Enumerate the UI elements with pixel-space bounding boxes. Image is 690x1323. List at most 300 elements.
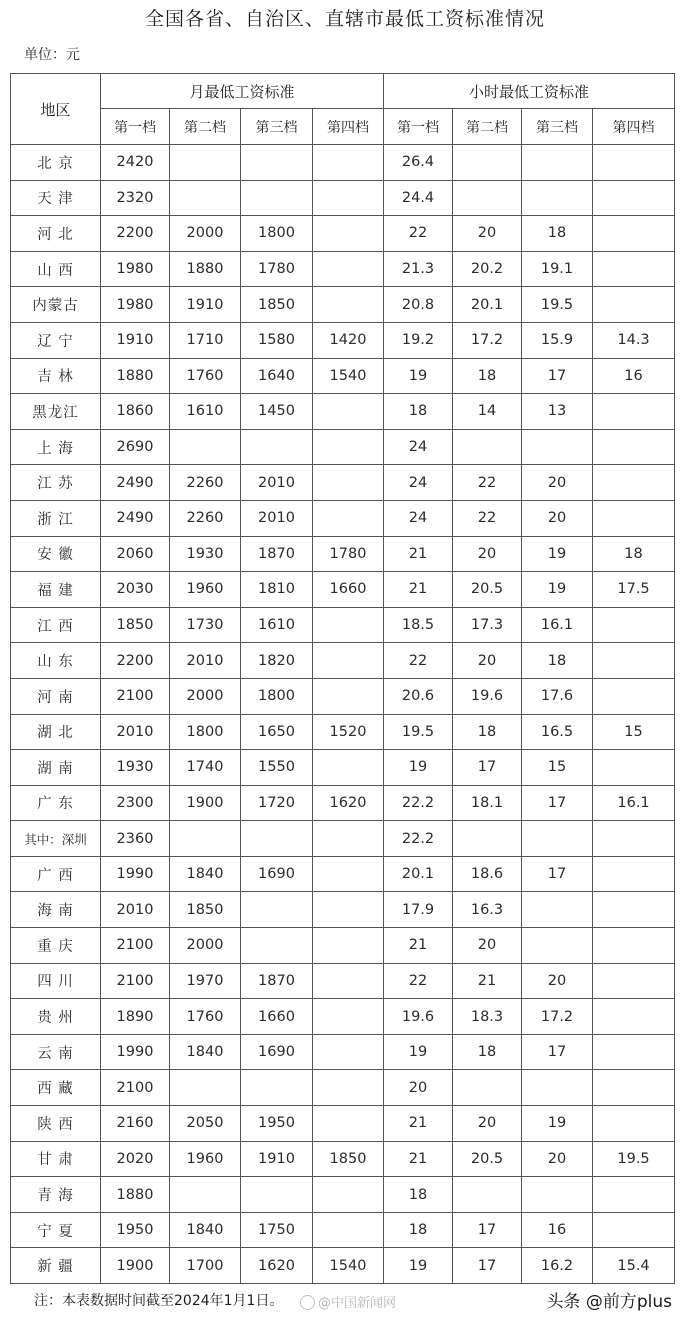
monthly-tier-3-cell: 1800 (241, 678, 313, 714)
monthly-tier-4-cell (313, 607, 384, 643)
hourly-tier-2-cell: 18.6 (453, 856, 522, 892)
region-cell: 海 南 (11, 892, 101, 928)
region-cell: 河 南 (11, 678, 101, 714)
monthly-tier-2-cell: 2260 (170, 465, 241, 501)
table-row (11, 999, 675, 1035)
monthly-tier-3-cell: 1870 (241, 536, 313, 572)
hourly-tier-3-cell: 16.1 (522, 607, 593, 643)
source-watermark (300, 1292, 396, 1311)
hourly-tier-4-cell (593, 750, 675, 786)
hourly-tier-4-cell (593, 180, 675, 216)
monthly-tier-3-header: 第三档 (241, 109, 313, 145)
table-row (11, 963, 675, 999)
hourly-tier-3-cell: 18 (522, 216, 593, 252)
hourly-tier-1-cell: 19 (384, 358, 453, 394)
region-cell: 天 津 (11, 180, 101, 216)
source-watermark-text: @中国新闻网 (318, 1296, 397, 1311)
hourly-tier-3-cell (522, 928, 593, 964)
hourly-tier-2-cell: 18.3 (453, 999, 522, 1035)
monthly-tier-4-cell (313, 251, 384, 287)
hourly-tier-2-cell (453, 180, 522, 216)
region-cell: 陕 西 (11, 1106, 101, 1142)
hourly-tier-3-cell: 19 (522, 572, 593, 608)
hourly-tier-1-cell: 26.4 (384, 145, 453, 181)
hourly-tier-3-cell: 17 (522, 358, 593, 394)
hourly-tier-2-cell: 20.1 (453, 287, 522, 323)
hourly-tier-3-cell (522, 429, 593, 465)
monthly-tier-4-cell (313, 750, 384, 786)
hourly-tier-3-cell: 17 (522, 1034, 593, 1070)
region-cell: 辽 宁 (11, 322, 101, 358)
table-row (11, 821, 675, 857)
monthly-tier-1-cell: 2320 (101, 180, 170, 216)
region-cell: 重 庆 (11, 928, 101, 964)
monthly-tier-1-cell: 1980 (101, 251, 170, 287)
monthly-tier-2-cell: 1840 (170, 1212, 241, 1248)
monthly-tier-1-cell: 2100 (101, 678, 170, 714)
monthly-tier-4-cell (313, 821, 384, 857)
region-cell: 北 京 (11, 145, 101, 181)
monthly-tier-2-cell: 1730 (170, 607, 241, 643)
hourly-tier-4-cell (593, 1106, 675, 1142)
hourly-tier-2-cell (453, 1177, 522, 1213)
table-row (11, 1106, 675, 1142)
monthly-tier-3-cell: 1620 (241, 1248, 313, 1284)
hourly-tier-4-cell (593, 963, 675, 999)
monthly-tier-4-cell (313, 928, 384, 964)
monthly-tier-4-cell: 1620 (313, 785, 384, 821)
hourly-tier-2-cell (453, 821, 522, 857)
hourly-tier-3-cell (522, 821, 593, 857)
table-row (11, 322, 675, 358)
hourly-tier-3-cell: 19 (522, 1106, 593, 1142)
monthly-tier-3-cell (241, 145, 313, 181)
monthly-tier-3-cell: 2010 (241, 500, 313, 536)
hourly-tier-3-cell (522, 1070, 593, 1106)
hourly-tier-3-cell: 17 (522, 856, 593, 892)
region-cell: 西 藏 (11, 1070, 101, 1106)
hourly-tier-4-cell (593, 1070, 675, 1106)
hourly-tier-4-cell (593, 465, 675, 501)
monthly-tier-1-cell: 2360 (101, 821, 170, 857)
hourly-tier-3-cell: 13 (522, 394, 593, 430)
monthly-tier-1-cell: 1880 (101, 358, 170, 394)
region-cell: 贵 州 (11, 999, 101, 1035)
table-row (11, 1177, 675, 1213)
hourly-tier-4-cell (593, 429, 675, 465)
monthly-tier-1-cell: 2690 (101, 429, 170, 465)
monthly-tier-3-cell (241, 180, 313, 216)
monthly-tier-1-cell: 2100 (101, 963, 170, 999)
hourly-tier-4-cell (593, 1034, 675, 1070)
monthly-tier-3-cell: 1550 (241, 750, 313, 786)
region-cell: 广 东 (11, 785, 101, 821)
monthly-tier-2-cell: 1960 (170, 572, 241, 608)
hourly-tier-2-cell: 18 (453, 358, 522, 394)
hourly-tier-2-cell: 20 (453, 1106, 522, 1142)
hourly-tier-4-cell (593, 643, 675, 679)
monthly-tier-2-cell: 1840 (170, 1034, 241, 1070)
monthly-tier-1-cell: 2420 (101, 145, 170, 181)
monthly-tier-2-cell (170, 180, 241, 216)
monthly-tier-1-cell: 2010 (101, 714, 170, 750)
hourly-tier-3-cell: 17.6 (522, 678, 593, 714)
monthly-tier-1-cell: 2160 (101, 1106, 170, 1142)
region-cell: 山 东 (11, 643, 101, 679)
hourly-tier-4-cell (593, 145, 675, 181)
monthly-tier-2-cell: 1700 (170, 1248, 241, 1284)
hourly-tier-1-cell: 19.2 (384, 322, 453, 358)
hourly-tier-1-cell: 20.1 (384, 856, 453, 892)
monthly-tier-2-cell: 1850 (170, 892, 241, 928)
hourly-tier-3-cell: 20 (522, 1141, 593, 1177)
monthly-tier-3-cell: 2010 (241, 465, 313, 501)
region-cell: 云 南 (11, 1034, 101, 1070)
hourly-tier-4-cell (593, 892, 675, 928)
monthly-tier-4-cell (313, 287, 384, 323)
monthly-tier-4-cell (313, 429, 384, 465)
hourly-tier-1-cell: 19 (384, 1248, 453, 1284)
monthly-tier-3-cell: 1690 (241, 856, 313, 892)
hourly-tier-3-cell (522, 892, 593, 928)
monthly-tier-4-header: 第四档 (313, 109, 384, 145)
hourly-tier-1-cell: 24.4 (384, 180, 453, 216)
table-row (11, 287, 675, 323)
region-cell: 福 建 (11, 572, 101, 608)
monthly-tier-4-cell: 1850 (313, 1141, 384, 1177)
monthly-tier-3-cell: 1580 (241, 322, 313, 358)
hourly-tier-3-cell (522, 145, 593, 181)
monthly-tier-2-cell (170, 429, 241, 465)
monthly-tier-3-cell: 1640 (241, 358, 313, 394)
hourly-tier-1-cell: 21 (384, 928, 453, 964)
monthly-tier-4-cell (313, 892, 384, 928)
hourly-tier-4-cell: 15 (593, 714, 675, 750)
monthly-tier-3-cell: 1810 (241, 572, 313, 608)
table-row (11, 643, 675, 679)
monthly-tier-1-cell: 1950 (101, 1212, 170, 1248)
hourly-tier-2-cell: 21 (453, 963, 522, 999)
hourly-tier-4-cell: 19.5 (593, 1141, 675, 1177)
monthly-tier-4-cell (313, 1212, 384, 1248)
monthly-tier-2-cell: 1910 (170, 287, 241, 323)
hourly-tier-4-cell (593, 287, 675, 323)
hourly-tier-4-cell (593, 856, 675, 892)
hourly-tier-2-cell: 20 (453, 928, 522, 964)
hourly-tier-4-cell (593, 394, 675, 430)
hourly-tier-2-cell: 17 (453, 1248, 522, 1284)
unit-label: 单位：元 (24, 47, 80, 63)
monthly-tier-1-cell: 1890 (101, 999, 170, 1035)
region-cell: 广 西 (11, 856, 101, 892)
monthly-tier-2-cell: 1840 (170, 856, 241, 892)
hourly-tier-4-cell (593, 999, 675, 1035)
table-row (11, 607, 675, 643)
monthly-tier-4-cell: 1540 (313, 1248, 384, 1284)
hourly-tier-1-cell: 22 (384, 643, 453, 679)
monthly-tier-4-cell (313, 1034, 384, 1070)
hourly-tier-1-cell: 22.2 (384, 821, 453, 857)
region-cell: 黑龙江 (11, 394, 101, 430)
hourly-tier-4-cell (593, 251, 675, 287)
monthly-tier-3-cell (241, 429, 313, 465)
hourly-tier-2-cell: 19.6 (453, 678, 522, 714)
region-cell: 安 徽 (11, 536, 101, 572)
monthly-tier-3-cell (241, 892, 313, 928)
table-row (11, 180, 675, 216)
hourly-tier-3-cell (522, 1177, 593, 1213)
monthly-tier-3-cell (241, 1070, 313, 1106)
monthly-tier-2-cell: 2260 (170, 500, 241, 536)
monthly-tier-1-cell: 1990 (101, 856, 170, 892)
monthly-tier-2-cell: 2010 (170, 643, 241, 679)
hourly-tier-4-cell: 16.1 (593, 785, 675, 821)
monthly-tier-1-cell: 1850 (101, 607, 170, 643)
region-cell: 湖 北 (11, 714, 101, 750)
hourly-tier-4-cell: 18 (593, 536, 675, 572)
hourly-tier-2-cell: 17 (453, 750, 522, 786)
hourly-tier-1-cell: 21 (384, 536, 453, 572)
monthly-tier-3-cell: 1850 (241, 287, 313, 323)
hourly-tier-2-cell: 20.5 (453, 572, 522, 608)
hourly-tier-1-cell: 19.5 (384, 714, 453, 750)
hourly-tier-1-cell: 21 (384, 1106, 453, 1142)
table-row (11, 1248, 675, 1284)
minimum-wage-table (10, 73, 675, 1284)
hourly-tier-3-cell: 16.5 (522, 714, 593, 750)
table-row (11, 1212, 675, 1248)
monthly-tier-2-cell (170, 1177, 241, 1213)
table-row (11, 714, 675, 750)
monthly-tier-3-cell: 1750 (241, 1212, 313, 1248)
monthly-tier-3-cell: 1450 (241, 394, 313, 430)
hourly-tier-2-cell (453, 145, 522, 181)
monthly-tier-2-cell (170, 1070, 241, 1106)
table-row (11, 928, 675, 964)
table-row (11, 678, 675, 714)
monthly-tier-1-cell: 2100 (101, 1070, 170, 1106)
region-cell: 甘 肃 (11, 1141, 101, 1177)
table-row (11, 536, 675, 572)
hourly-tier-4-cell (593, 500, 675, 536)
region-cell: 青 海 (11, 1177, 101, 1213)
monthly-tier-3-cell: 1650 (241, 714, 313, 750)
table-row (11, 750, 675, 786)
hourly-tier-1-header: 第一档 (384, 109, 453, 145)
hourly-tier-2-cell: 17.3 (453, 607, 522, 643)
hourly-tier-2-cell: 20.5 (453, 1141, 522, 1177)
monthly-tier-3-cell: 1660 (241, 999, 313, 1035)
hourly-tier-1-cell: 21 (384, 572, 453, 608)
monthly-tier-4-cell: 1660 (313, 572, 384, 608)
table-body (11, 145, 675, 1284)
hourly-tier-2-cell (453, 1070, 522, 1106)
monthly-tier-2-cell: 2000 (170, 678, 241, 714)
hourly-tier-3-cell: 19.1 (522, 251, 593, 287)
hourly-tier-3-header: 第三档 (522, 109, 593, 145)
monthly-tier-4-cell: 1420 (313, 322, 384, 358)
monthly-tier-2-cell: 1930 (170, 536, 241, 572)
region-header: 地区 (11, 74, 101, 145)
table-row (11, 145, 675, 181)
region-cell: 上 海 (11, 429, 101, 465)
monthly-tier-2-cell (170, 145, 241, 181)
hourly-tier-4-cell: 15.4 (593, 1248, 675, 1284)
region-cell: 内蒙古 (11, 287, 101, 323)
table-row (11, 251, 675, 287)
hourly-tier-3-cell: 15 (522, 750, 593, 786)
hourly-tier-3-cell: 17.2 (522, 999, 593, 1035)
monthly-tier-3-cell (241, 1177, 313, 1213)
hourly-tier-1-cell: 24 (384, 465, 453, 501)
monthly-tier-2-cell: 1740 (170, 750, 241, 786)
monthly-tier-4-cell (313, 678, 384, 714)
hourly-tier-3-cell (522, 180, 593, 216)
hourly-tier-1-cell: 18 (384, 1212, 453, 1248)
monthly-tier-1-cell: 2300 (101, 785, 170, 821)
monthly-tier-2-cell: 1800 (170, 714, 241, 750)
hourly-tier-4-cell: 14.3 (593, 322, 675, 358)
monthly-tier-2-cell: 2000 (170, 928, 241, 964)
hourly-tier-1-cell: 24 (384, 500, 453, 536)
toutiao-watermark: 头条 @前方plus (546, 1292, 672, 1312)
table-row (11, 429, 675, 465)
hourly-tier-2-header: 第二档 (453, 109, 522, 145)
hourly-tier-4-cell: 17.5 (593, 572, 675, 608)
monthly-tier-3-cell: 1870 (241, 963, 313, 999)
monthly-tier-1-cell: 2490 (101, 465, 170, 501)
monthly-tier-4-cell (313, 856, 384, 892)
monthly-tier-1-cell: 1910 (101, 322, 170, 358)
monthly-tier-3-cell: 1610 (241, 607, 313, 643)
monthly-tier-4-cell (313, 145, 384, 181)
monthly-tier-1-cell: 1990 (101, 1034, 170, 1070)
monthly-tier-4-cell (313, 500, 384, 536)
hourly-tier-1-cell: 21.3 (384, 251, 453, 287)
hourly-tier-1-cell: 19.6 (384, 999, 453, 1035)
hourly-tier-4-cell (593, 1212, 675, 1248)
monthly-tier-4-cell (313, 963, 384, 999)
monthly-tier-4-cell: 1520 (313, 714, 384, 750)
hourly-header: 小时最低工资标准 (384, 74, 675, 109)
hourly-tier-3-cell: 19.5 (522, 287, 593, 323)
hourly-tier-1-cell: 18 (384, 1177, 453, 1213)
hourly-tier-4-cell (593, 678, 675, 714)
monthly-header: 月最低工资标准 (101, 74, 384, 109)
region-cell: 其中：深圳 (11, 821, 101, 857)
region-cell: 吉 林 (11, 358, 101, 394)
hourly-tier-1-cell: 22.2 (384, 785, 453, 821)
monthly-tier-2-cell: 1880 (170, 251, 241, 287)
table-row (11, 500, 675, 536)
hourly-tier-2-cell: 17.2 (453, 322, 522, 358)
hourly-tier-2-cell: 18 (453, 714, 522, 750)
hourly-tier-2-cell: 20 (453, 536, 522, 572)
monthly-tier-3-cell: 1780 (241, 251, 313, 287)
monthly-tier-2-cell: 2000 (170, 216, 241, 252)
hourly-tier-3-cell: 17 (522, 785, 593, 821)
hourly-tier-4-header: 第四档 (593, 109, 675, 145)
hourly-tier-1-cell: 22 (384, 963, 453, 999)
monthly-tier-2-cell: 1760 (170, 358, 241, 394)
hourly-tier-4-cell (593, 216, 675, 252)
hourly-tier-1-cell: 21 (384, 1141, 453, 1177)
table-row (11, 358, 675, 394)
monthly-tier-3-cell: 1800 (241, 216, 313, 252)
monthly-tier-2-cell (170, 821, 241, 857)
hourly-tier-2-cell: 20.2 (453, 251, 522, 287)
hourly-tier-1-cell: 20 (384, 1070, 453, 1106)
monthly-tier-3-cell (241, 821, 313, 857)
table-row (11, 1070, 675, 1106)
hourly-tier-1-cell: 19 (384, 1034, 453, 1070)
monthly-tier-2-cell: 1900 (170, 785, 241, 821)
region-cell: 山 西 (11, 251, 101, 287)
monthly-tier-1-cell: 2490 (101, 500, 170, 536)
monthly-tier-2-cell: 2050 (170, 1106, 241, 1142)
hourly-tier-4-cell: 16 (593, 358, 675, 394)
monthly-tier-1-cell: 2200 (101, 643, 170, 679)
page-title: 全国各省、自治区、直辖市最低工资标准情况 (144, 8, 545, 30)
region-cell: 宁 夏 (11, 1212, 101, 1248)
monthly-tier-1-cell: 2020 (101, 1141, 170, 1177)
region-cell: 浙 江 (11, 500, 101, 536)
monthly-tier-2-cell: 1970 (170, 963, 241, 999)
monthly-tier-4-cell (313, 643, 384, 679)
table-row (11, 785, 675, 821)
hourly-tier-2-cell: 22 (453, 465, 522, 501)
region-cell: 新 疆 (11, 1248, 101, 1284)
monthly-tier-4-cell (313, 180, 384, 216)
hourly-tier-2-cell: 20 (453, 216, 522, 252)
hourly-tier-1-cell: 18.5 (384, 607, 453, 643)
monthly-tier-1-cell: 1930 (101, 750, 170, 786)
hourly-tier-1-cell: 22 (384, 216, 453, 252)
hourly-tier-1-cell: 20.8 (384, 287, 453, 323)
table-row (11, 1034, 675, 1070)
monthly-tier-3-cell: 1950 (241, 1106, 313, 1142)
monthly-tier-3-cell: 1690 (241, 1034, 313, 1070)
monthly-tier-1-cell: 2100 (101, 928, 170, 964)
table-row (11, 394, 675, 430)
hourly-tier-4-cell (593, 1177, 675, 1213)
hourly-tier-2-cell: 14 (453, 394, 522, 430)
hourly-tier-2-cell: 18 (453, 1034, 522, 1070)
region-cell: 江 苏 (11, 465, 101, 501)
monthly-tier-1-cell: 2200 (101, 216, 170, 252)
hourly-tier-3-cell: 19 (522, 536, 593, 572)
hourly-tier-2-cell: 16.3 (453, 892, 522, 928)
monthly-tier-1-cell: 1900 (101, 1248, 170, 1284)
monthly-tier-4-cell (313, 1177, 384, 1213)
weibo-icon (300, 1295, 315, 1310)
monthly-tier-4-cell (313, 394, 384, 430)
table-row (11, 1141, 675, 1177)
hourly-tier-3-cell: 20 (522, 465, 593, 501)
hourly-tier-2-cell: 22 (453, 500, 522, 536)
monthly-tier-2-cell: 1760 (170, 999, 241, 1035)
monthly-tier-2-cell: 1710 (170, 322, 241, 358)
hourly-tier-2-cell (453, 429, 522, 465)
footnote: 注：本表数据时间截至2024年1月1日。 (34, 1293, 284, 1309)
hourly-tier-3-cell: 15.9 (522, 322, 593, 358)
monthly-tier-1-cell: 2010 (101, 892, 170, 928)
monthly-tier-1-cell: 1980 (101, 287, 170, 323)
hourly-tier-1-cell: 20.6 (384, 678, 453, 714)
monthly-tier-2-header: 第二档 (170, 109, 241, 145)
monthly-tier-4-cell: 1780 (313, 536, 384, 572)
table-row (11, 856, 675, 892)
